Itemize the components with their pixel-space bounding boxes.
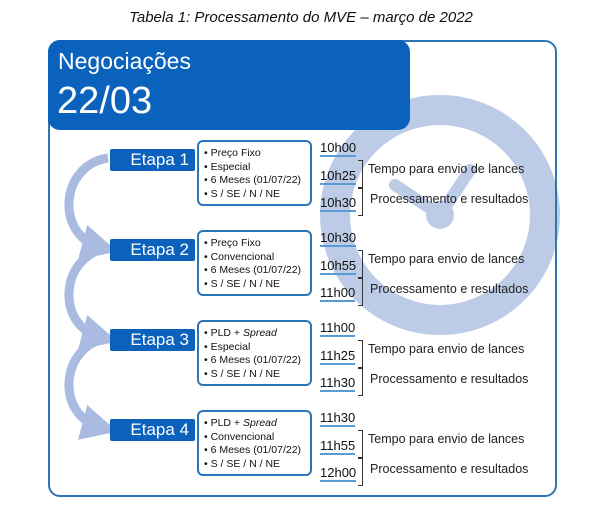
header-date: 22/03 [57, 80, 153, 122]
processing-label: Processamento e resultados [370, 282, 529, 296]
step-detail-item: • Preço Fixo [204, 147, 310, 161]
header-banner [48, 40, 410, 130]
step-detail-item: • 6 Meses (01/07/22) [204, 264, 310, 278]
step-detail-item: • 6 Meses (01/07/22) [204, 354, 310, 368]
brace [358, 368, 363, 396]
time-label: 11h00 [320, 320, 356, 335]
step-detail-item: • Convencional [204, 431, 310, 445]
step-detail-item: • S / SE / N / NE [204, 368, 310, 382]
time-label: 10h30 [320, 230, 357, 245]
time-label: 11h30 [320, 410, 356, 425]
time-label: 11h00 [320, 285, 356, 300]
processing-label: Processamento e resultados [370, 192, 529, 206]
brace [358, 250, 363, 278]
brace [358, 430, 363, 458]
arrow-3-4 [69, 338, 108, 427]
step-detail-item: • S / SE / N / NE [204, 458, 310, 472]
step-label: Etapa 4 [110, 419, 195, 441]
processing-label: Processamento e resultados [370, 462, 529, 476]
spread-text: Spread [243, 417, 277, 429]
step-details [197, 410, 312, 476]
step-details [197, 140, 312, 206]
bids-time-label: Tempo para envio de lances [368, 432, 525, 446]
step-detail-item: • 6 Meses (01/07/22) [204, 174, 310, 188]
detail-text: PLD + [210, 327, 243, 339]
step-detail-item: • Especial [204, 341, 310, 355]
brace [358, 458, 363, 486]
brace [358, 160, 363, 188]
time-label: 11h55 [320, 438, 356, 453]
step-label: Etapa 2 [110, 239, 195, 261]
arrow-1-2 [69, 158, 108, 247]
step-detail-item: • S / SE / N / NE [204, 188, 310, 202]
time-label: 11h30 [320, 375, 356, 390]
step-detail-item [204, 417, 310, 431]
step-details [197, 230, 312, 296]
table-caption: Tabela 1: Processamento do MVE – março de 2022 [129, 9, 473, 26]
bids-time-label: Tempo para envio de lances [368, 252, 525, 266]
spread-text: Spread [243, 327, 277, 339]
step-detail-item: • S / SE / N / NE [204, 278, 310, 292]
time-label: 10h00 [320, 140, 357, 155]
brace [358, 278, 363, 306]
time-label: 10h25 [320, 168, 357, 183]
time-label: 12h00 [320, 465, 357, 480]
step-detail-item: • 6 Meses (01/07/22) [204, 444, 310, 458]
time-label: 11h25 [320, 348, 356, 363]
brace [358, 188, 363, 216]
step-label: Etapa 3 [110, 329, 195, 351]
step-detail-item: • Especial [204, 161, 310, 175]
time-label: 10h30 [320, 195, 357, 210]
arrow-2-3 [69, 248, 108, 337]
step-detail-item: • Convencional [204, 251, 310, 265]
header-title: Negociações [58, 48, 191, 74]
bids-time-label: Tempo para envio de lances [368, 162, 525, 176]
detail-text: PLD + [210, 417, 243, 429]
bids-time-label: Tempo para envio de lances [368, 342, 525, 356]
step-label: Etapa 1 [110, 149, 195, 171]
brace [358, 340, 363, 368]
processing-label: Processamento e resultados [370, 372, 529, 386]
step-detail-item [204, 327, 310, 341]
step-details [197, 320, 312, 386]
step-detail-item: • Preço Fixo [204, 237, 310, 251]
time-label: 10h55 [320, 258, 357, 273]
